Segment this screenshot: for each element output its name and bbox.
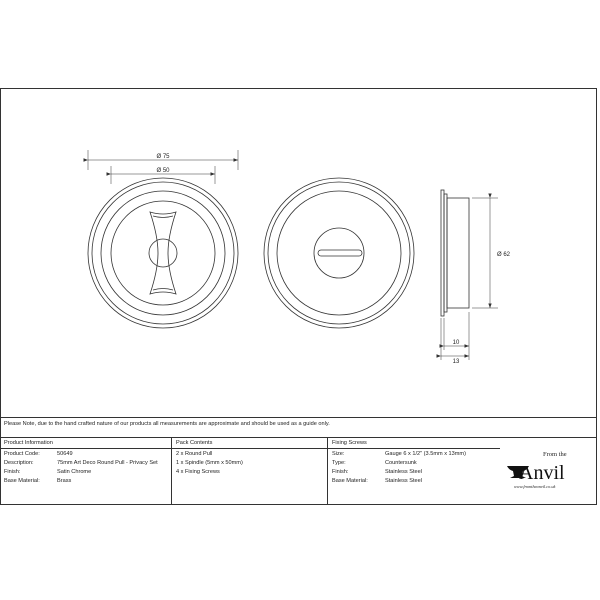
finish-value: Satin Chrome xyxy=(57,469,92,475)
side-view xyxy=(441,190,469,316)
rear-step xyxy=(277,191,401,315)
fixing-screws-heading: Fixing Screws xyxy=(328,438,500,449)
inner-diameter-label: Ø 50 xyxy=(156,168,170,174)
fixing-screws-panel xyxy=(328,438,500,505)
pack-item: 1 x Spindle (5mm x 50mm) xyxy=(176,460,243,466)
pack-item: 4 x Fixing Screws xyxy=(176,469,220,475)
rear-view-privacy xyxy=(264,178,414,328)
handle-top-edge xyxy=(153,216,173,218)
turn-boss xyxy=(149,239,177,267)
logo-from-the: From the xyxy=(543,451,567,458)
pack-item: 2 x Round Pull xyxy=(176,451,213,457)
pull-step xyxy=(101,191,225,315)
product-information-panel xyxy=(0,438,172,505)
rear-outer-rim-inner xyxy=(268,182,410,324)
screw-material-key: Base Material: xyxy=(332,478,368,484)
base-material-value: Brass xyxy=(57,478,72,484)
product-code-value: 50649 xyxy=(57,451,73,457)
pack-contents-heading: Pack Contents xyxy=(172,438,327,449)
side-step xyxy=(444,194,447,312)
dimension-outer-diameter xyxy=(88,150,238,170)
handle-bottom-edge xyxy=(153,289,173,291)
product-code-row xyxy=(0,450,171,458)
screw-material-row xyxy=(328,477,500,485)
logo-url: www.fromtheanvil.co.uk xyxy=(514,484,556,489)
description-value: 75mm Art Deco Round Pull - Privacy Set xyxy=(57,460,158,466)
screw-size-key: Size: xyxy=(332,451,345,457)
screw-type-value: Countersunk xyxy=(385,460,417,466)
art-deco-handle xyxy=(150,212,176,294)
description-row xyxy=(0,459,171,467)
from-the-anvil-logo xyxy=(505,448,589,496)
screw-finish-value: Stainless Steel xyxy=(385,469,423,475)
pack-contents-panel xyxy=(172,438,328,505)
logo-brand: Anvil xyxy=(519,462,565,484)
pull-outer-rim-inner xyxy=(92,182,234,324)
base-material-key: Base Material: xyxy=(4,478,40,484)
technical-drawing-sheet xyxy=(0,88,600,506)
base-material-row xyxy=(0,477,171,485)
screw-material-value: Stainless Steel xyxy=(385,478,423,484)
finish-key: Finish: xyxy=(4,469,21,475)
pull-outer-rim xyxy=(88,178,238,328)
screw-finish-row xyxy=(328,468,500,476)
note-divider-top xyxy=(0,417,597,418)
disclaimer-note: Please Note, due to the hand crafted nature of our products all measurements are approximate and should be used as a guide only. xyxy=(4,421,330,427)
privacy-turn-disc xyxy=(314,228,364,278)
dimension-depth xyxy=(441,312,469,360)
screw-type-row xyxy=(328,459,500,467)
finish-row xyxy=(0,468,171,476)
privacy-turn-slot xyxy=(318,250,362,256)
dimension-height xyxy=(472,198,498,308)
product-information-heading: Product Information xyxy=(0,438,171,449)
depth-outer-label: 13 xyxy=(452,359,460,365)
description-key: Description: xyxy=(4,460,34,466)
side-flange xyxy=(441,190,444,316)
product-code-key: Product Code: xyxy=(4,451,40,457)
screw-size-row xyxy=(328,450,500,458)
outer-diameter-label: Ø 75 xyxy=(156,154,170,160)
side-body xyxy=(447,198,469,308)
rear-outer-rim xyxy=(264,178,414,328)
screw-size-value: Gauge 6 x 1/2" (3.5mm x 13mm) xyxy=(385,451,466,457)
screw-type-key: Type: xyxy=(332,460,346,466)
product-drawing xyxy=(0,88,600,418)
height-label: Ø 62 xyxy=(497,252,511,258)
front-view-pull xyxy=(88,178,238,328)
screw-finish-key: Finish: xyxy=(332,469,349,475)
pull-recess xyxy=(111,201,215,305)
depth-inner-label: 10 xyxy=(452,340,460,346)
